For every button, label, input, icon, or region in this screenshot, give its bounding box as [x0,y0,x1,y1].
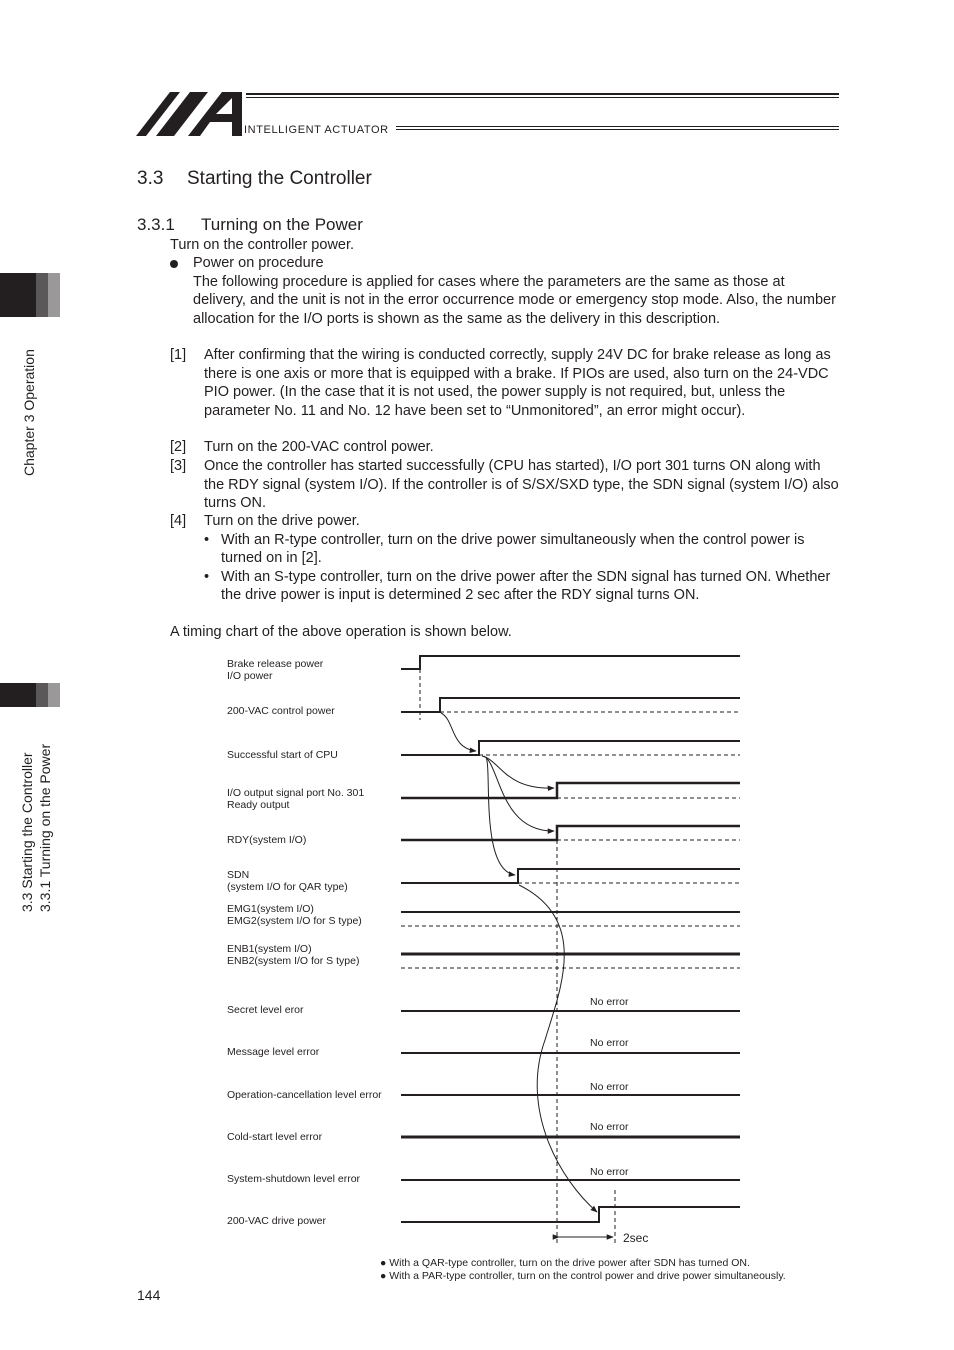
signal-label-brake: Brake release power I/O power [227,658,324,682]
signal-label-rdy: RDY(system I/O) [227,834,307,846]
signal-label-emg: EMG1(system I/O) EMG2(system I/O for S type) [227,903,362,927]
step-text: After confirming that the wiring is conducted correctly, supply 24V DC for brake release as long as there is one axis or more that is equipped with a brake. If PIOs are used, also turn on the 24-VDC PIO power. (In the case that it is not used, the power supply is not required, but, unless the parameter No. 11 and No. 12 have been set to “Unmonitored”, an error might occur). [204,347,831,419]
step-number: [4] [170,513,187,529]
step-number: [2] [170,439,187,455]
section-title: Starting the Controller [187,168,372,189]
signal-label-enb: ENB1(system I/O) ENB2(system I/O for S type) [227,943,360,967]
intro-text: Turn on the controller power. [170,237,355,253]
sub-bullet-icon: • [204,531,210,548]
no-error-label: No error [590,1081,629,1093]
subsection-title: Turning on the Power [201,215,363,234]
signal-label-control-power: 200-VAC control power [227,705,335,717]
no-error-label: No error [590,1121,629,1133]
note-par: ● With a PAR-type controller, turn on the control power and drive power simultaneously. [380,1270,786,1282]
sub-bullet-icon: • [204,568,210,585]
chapter-side-label: Chapter 3 Operation [21,349,37,476]
signal-label-cold-start-error: Cold-start level error [227,1131,323,1143]
subsection-number: 3.3.1 [137,215,175,234]
note-qar: ● With a QAR-type controller, turn on the drive power after SDN has turned ON. [380,1257,750,1269]
chart-intro: A timing chart of the above operation is shown below. [170,624,512,640]
section-side-label: 3.3 Starting the Controller [19,752,35,912]
signal-label-message-error: Message level error [227,1046,320,1058]
step-number: [3] [170,458,187,474]
step-text: Turn on the 200-VAC control power. [204,439,434,455]
bullet-body: The following procedure is applied for cases where the parameters are the same as those at delivery, and the unit is not in the error occurrence mode or emergency stop mode. Also, the number allocation for the I/O ports is shown as the same as the delivery in this description. [193,273,836,327]
step-number: [1] [170,347,187,363]
no-error-label: No error [590,996,629,1008]
page-number: 144 [137,1287,161,1303]
signal-label-drive-power: 200-VAC drive power [227,1215,327,1227]
section-number: 3.3 [137,168,164,189]
signal-label-secret-error: Secret level eror [227,1004,304,1016]
subsection-side-label: 3.3.1 Turning on the Power [37,743,53,912]
signal-label-operation-cancel-error: Operation-cancellation level error [227,1089,382,1101]
two-sec-annotation: 2sec [623,1231,649,1245]
signal-label-sdn: SDN (system I/O for QAR type) [227,869,348,893]
bullet-title: Power on procedure [193,255,324,271]
no-error-label: No error [590,1166,629,1178]
signal-label-system-shutdown-error: System-shutdown level error [227,1173,361,1185]
signal-label-port-301: I/O output signal port No. 301 Ready output [227,787,365,811]
signal-label-cpu: Successful start of CPU [227,749,338,761]
brand-name: INTELLIGENT ACTUATOR [244,124,389,136]
no-error-label: No error [590,1037,629,1049]
step-text: Once the controller has started successfully (CPU has started), I/O port 301 turns ON along with the RDY signal (system I/O). If the controller is of S/SX/SXD type, the SDN signal (system I/O) also turns ON. [204,458,839,511]
sub-text: With an S-type controller, turn on the drive power after the SDN signal has turned ON. Whether the drive power is input is determined 2 sec after the RDY signal turns ON. [221,568,831,603]
step-text: Turn on the drive power. [204,513,360,529]
sub-text: With an R-type controller, turn on the drive power simultaneously when the control power is turned on in [2]. [221,531,805,566]
